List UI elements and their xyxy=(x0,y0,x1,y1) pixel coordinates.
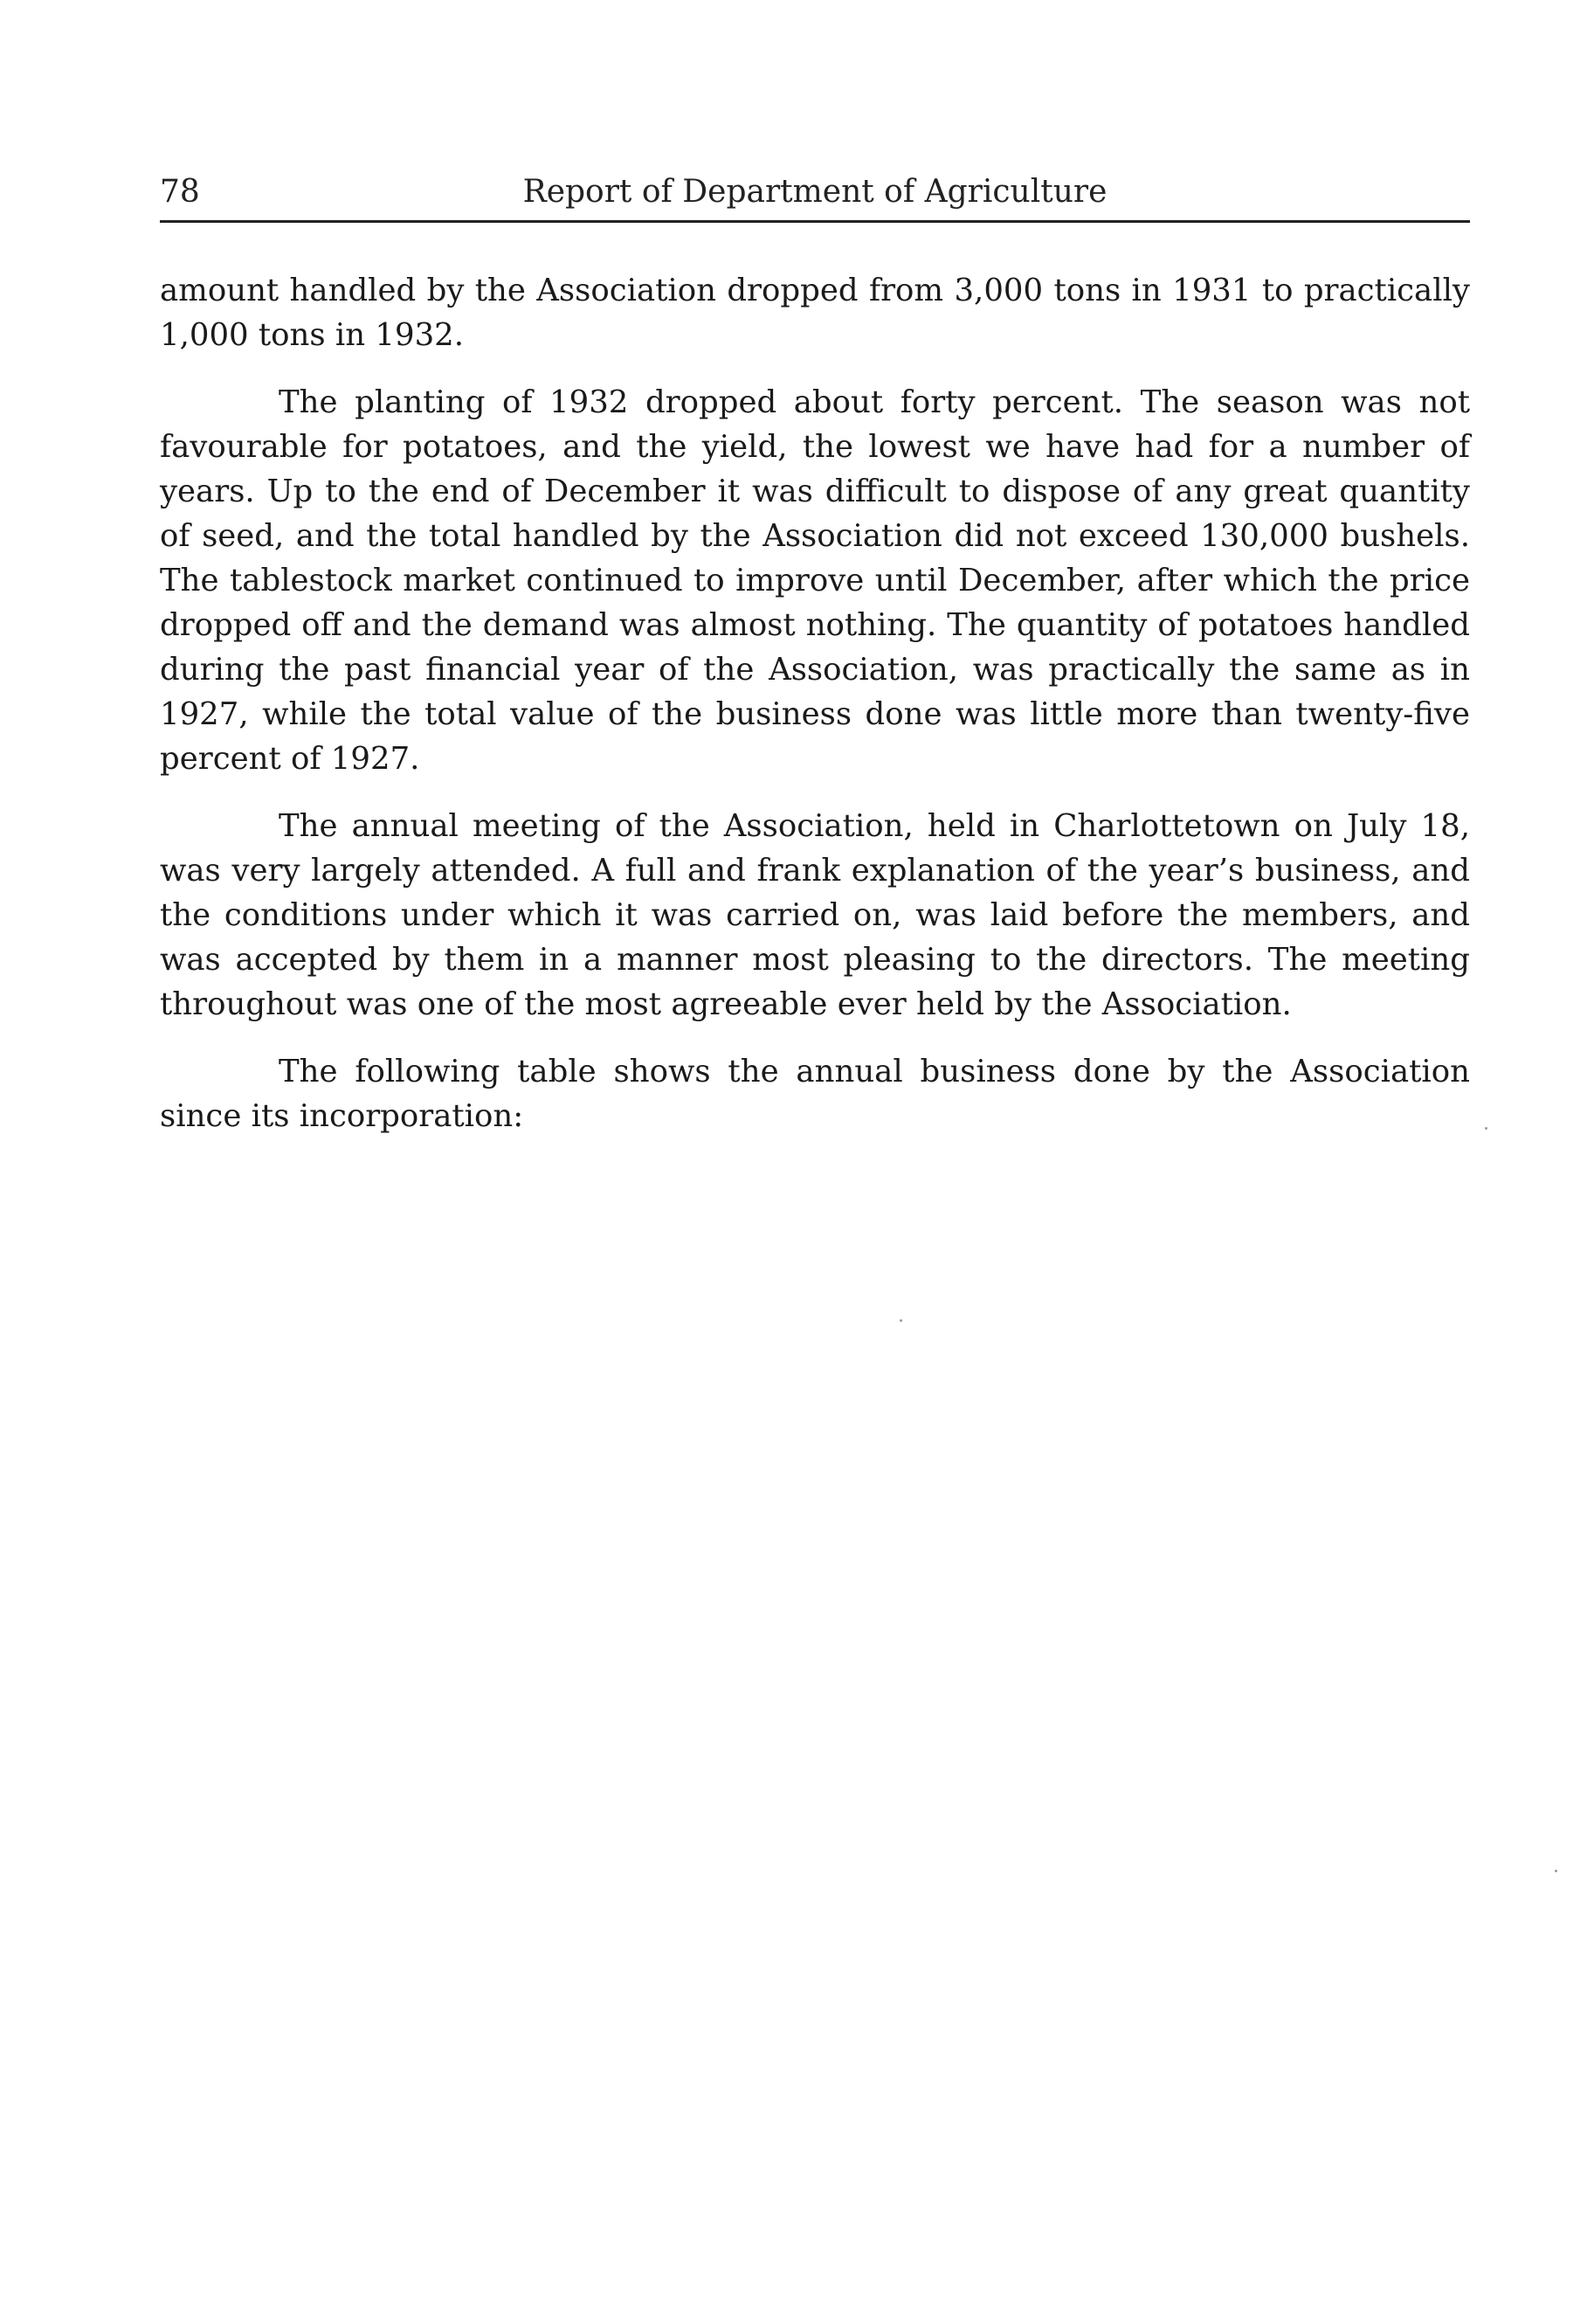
paragraph-annual-meeting: The annual meeting of the Association, held in Charlottetown on July 18, was very largely attended. A full and frank explanation of the year’s business, and the conditions under which it was carried on, was laid before the members, and was accepted by them in a manner most pleasing to the directors. The meeting throughout was one of the most agreeable ever held by the Association. xyxy=(160,808,1470,1022)
body-text xyxy=(160,268,1470,1138)
document-page xyxy=(160,166,1470,1161)
scan-speck xyxy=(1485,1127,1487,1130)
running-header xyxy=(160,166,1470,218)
paragraph-table-intro: The following table shows the annual business done by the Association since its incorporation: xyxy=(160,1054,1470,1134)
running-title: Report of Department of Agriculture xyxy=(522,174,1108,210)
page-number: 78 xyxy=(160,174,200,210)
scan-speck xyxy=(1555,1870,1557,1872)
paragraph-continuation: amount handled by the Association dropped from 3,000 tons in 1931 to practically 1,000 tons in 1932. xyxy=(160,273,1470,353)
scan-speck xyxy=(900,1319,902,1322)
paragraph-planting: The planting of 1932 dropped about forty percent. The season was not favourable for potatoes, and the yield, the lowest we have had for a number of years. Up to the end of December it was difficult to dispose of any great quantity of seed, and the total handled by the Association did not exceed 130,000 bushels. The tablestock market continued to improve until December, after which the price dropped off and the demand was almost nothing. The quantity of potatoes handled during the past financial year of the Association, was practically the same as in 1927, while the total value of the business done was little more than twenty-five percent of 1927. xyxy=(160,384,1470,777)
header-rule xyxy=(160,220,1470,223)
